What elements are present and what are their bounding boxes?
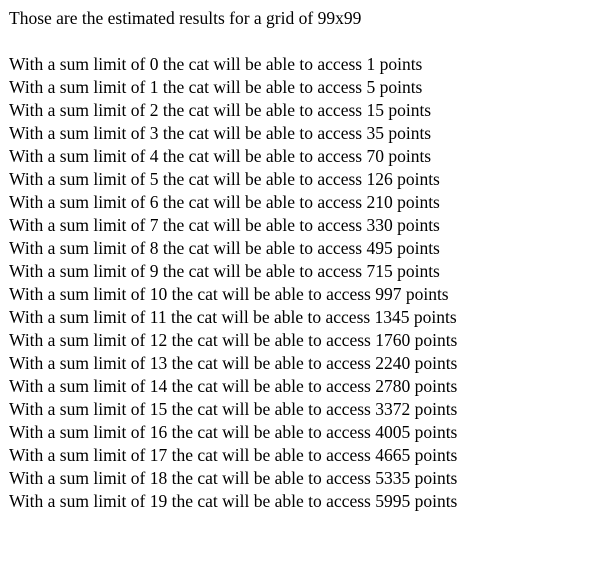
result-line: With a sum limit of 14 the cat will be able to access 2780 points [9,376,458,396]
page-content [9,7,603,513]
result-line: With a sum limit of 3 the cat will be able to access 35 points [9,123,432,143]
results-list [9,53,603,513]
result-line: With a sum limit of 16 the cat will be able to access 4005 points [9,422,458,442]
result-line: With a sum limit of 6 the cat will be able to access 210 points [9,192,440,212]
result-line: With a sum limit of 0 the cat will be able to access 1 points [9,54,423,74]
results-heading: Those are the estimated results for a grid of 99x99 [9,8,362,28]
result-line: With a sum limit of 11 the cat will be able to access 1345 points [9,307,457,327]
result-line: With a sum limit of 19 the cat will be able to access 5995 points [9,491,458,511]
result-line: With a sum limit of 13 the cat will be able to access 2240 points [9,353,458,373]
result-line: With a sum limit of 5 the cat will be able to access 126 points [9,169,440,189]
result-line: With a sum limit of 1 the cat will be able to access 5 points [9,77,423,97]
result-line: With a sum limit of 15 the cat will be able to access 3372 points [9,399,458,419]
result-line: With a sum limit of 12 the cat will be able to access 1760 points [9,330,458,350]
result-line: With a sum limit of 18 the cat will be able to access 5335 points [9,468,458,488]
result-line: With a sum limit of 2 the cat will be able to access 15 points [9,100,432,120]
result-line: With a sum limit of 7 the cat will be able to access 330 points [9,215,440,235]
result-line: With a sum limit of 9 the cat will be able to access 715 points [9,261,440,281]
result-line: With a sum limit of 10 the cat will be able to access 997 points [9,284,449,304]
result-line: With a sum limit of 8 the cat will be able to access 495 points [9,238,440,258]
result-line: With a sum limit of 17 the cat will be able to access 4665 points [9,445,458,465]
result-line: With a sum limit of 4 the cat will be able to access 70 points [9,146,432,166]
